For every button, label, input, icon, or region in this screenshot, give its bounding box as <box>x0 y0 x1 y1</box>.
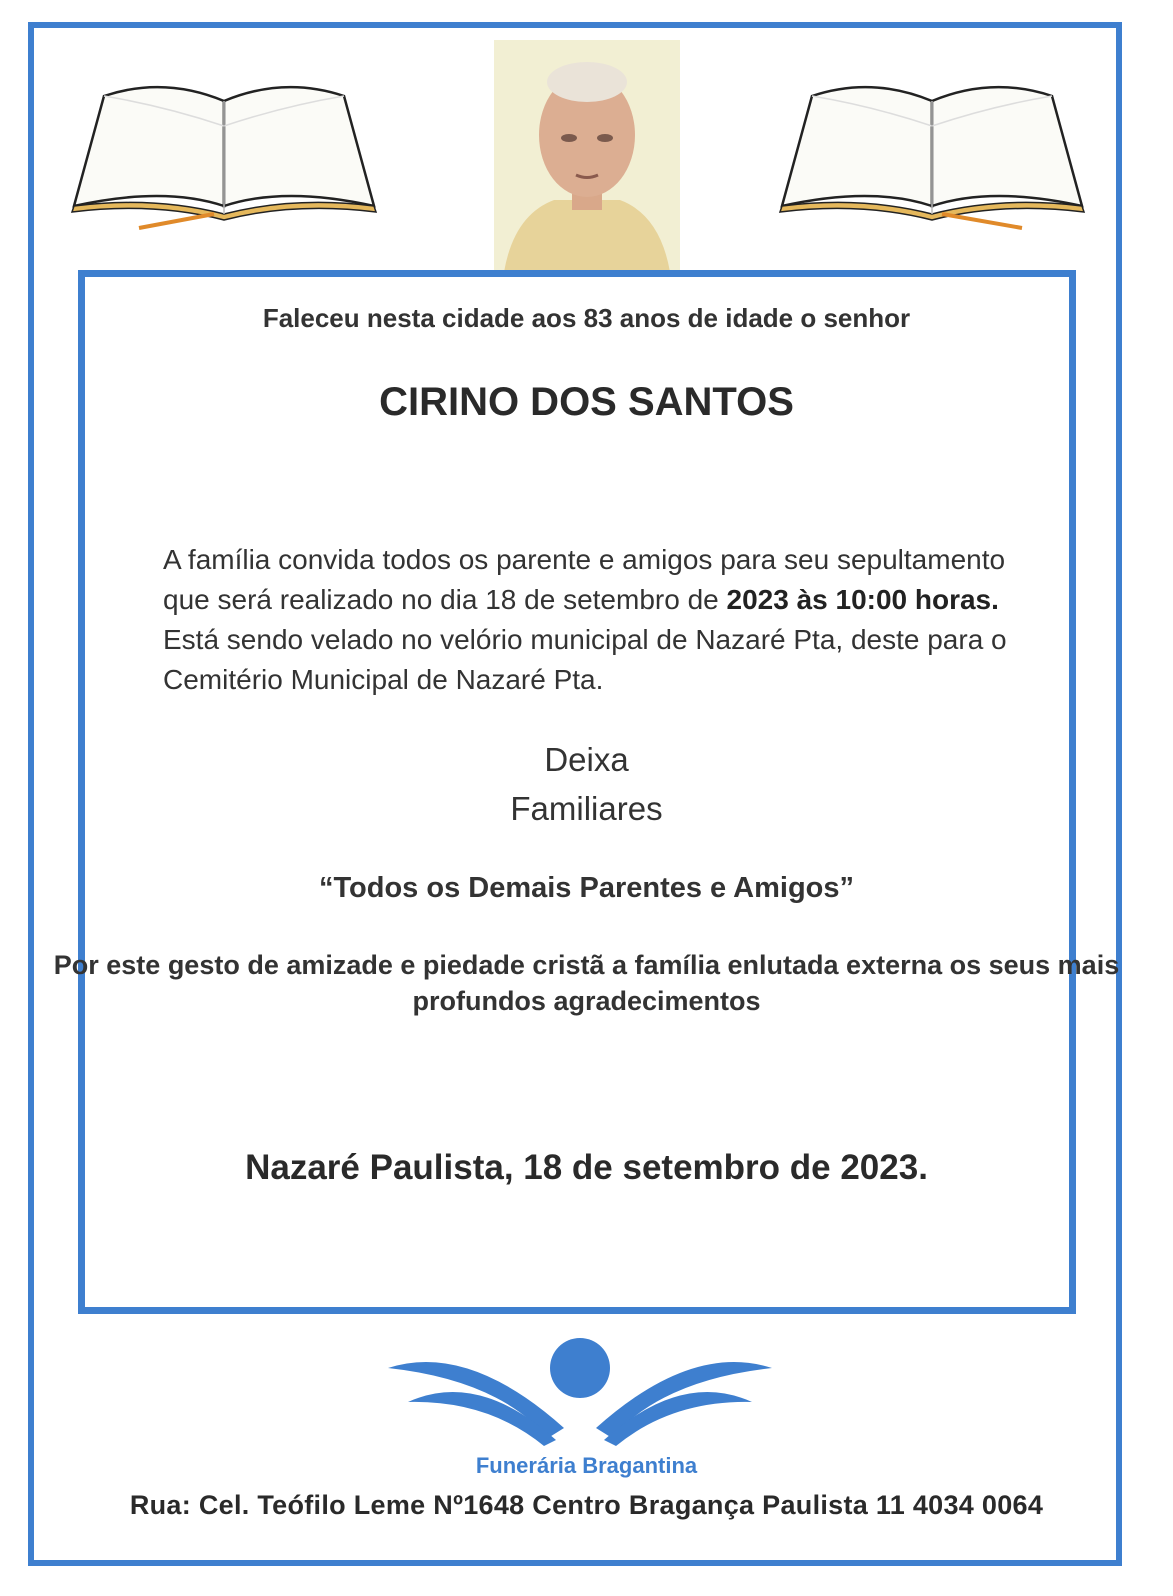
intro-line: Faleceu nesta cidade aos 83 anos de idade o senhor <box>262 303 911 333</box>
funeral-home-address: Rua: Cel. Teófilo Leme Nº1648 Centro Bragança Paulista 11 4034 0064 <box>129 1490 1044 1520</box>
funeral-home-logo <box>388 1330 772 1450</box>
deceased-name: CIRINO DOS SANTOS <box>379 380 794 424</box>
deceased-photo <box>494 40 680 272</box>
open-bible-icon <box>64 56 384 236</box>
funeral-announcement <box>163 540 1023 700</box>
announcement-part1: A família convida todos os parente e amigos para seu sepultamento que será realizado no dia 18 de setembro de <box>163 544 1006 615</box>
quote-line: “Todos os Demais Parentes e Amigos” <box>318 872 855 904</box>
announcement-time: 2023 às 10:00 horas. <box>726 584 999 615</box>
announcement-part2: Está sendo velado no velório municipal de Nazaré Pta, deste para o Cemitério Municipal de Nazaré Pta. <box>163 624 1007 695</box>
funeral-home-name: Funerária Bragantina <box>475 1453 698 1478</box>
place-date: Nazaré Paulista, 18 de setembro de 2023. <box>245 1148 928 1187</box>
leaves-value: Familiares <box>510 790 663 827</box>
leaves-label: Deixa <box>544 741 629 778</box>
thanks-message: Por este gesto de amizade e piedade cristã a família enlutada externa os seus mais profundos agradecimentos <box>53 950 1120 1016</box>
open-bible-icon <box>772 56 1092 236</box>
